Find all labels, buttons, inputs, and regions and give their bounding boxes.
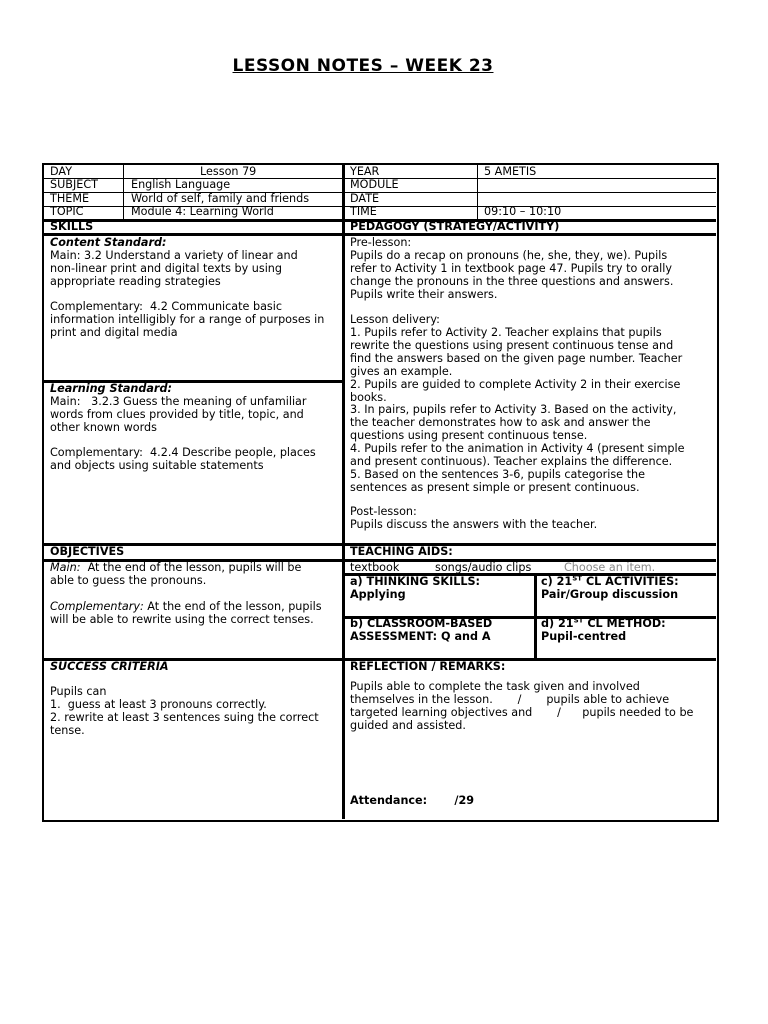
reflection-header: REFLECTION / REMARKS:: [350, 660, 506, 673]
choose-item-dropdown[interactable]: Choose an item.: [564, 561, 656, 574]
cl-method-value: Pupil-centred: [541, 630, 627, 643]
cl-method-label-sup: ST: [573, 616, 584, 625]
thinking-skills-label: a) THINKING SKILLS:: [350, 575, 481, 588]
cl-activities-label-pre: c) 21: [541, 575, 573, 588]
day-label: DAY: [50, 165, 73, 178]
thinking-skills-value: Applying: [350, 588, 406, 601]
assessment-value: ASSESSMENT: Q and A: [350, 630, 491, 643]
assessment-label: b) CLASSROOM-BASED: [350, 617, 493, 630]
cl-method-label: [541, 618, 666, 631]
cl-activities-label-sup: ST: [572, 574, 583, 583]
cl-activities-label-post: CL ACTIVITIES:: [582, 575, 679, 588]
objective-complementary-label: Complementary:: [50, 600, 144, 613]
success-criteria-header: SUCCESS CRITERIA: [50, 660, 169, 673]
post-lesson-text: Pupils discuss the answers with the teacher.: [350, 518, 598, 531]
lesson-delivery-text: 1. Pupils refer to Activity 2. Teacher explains that pupils rewrite the questions using present continuous tense and find the answers based on the given page number. Teacher gives an example. 2. Pupils are guided to complete Activity 2 in their exercise books. 3. In pairs, pupils refer to Activity 3. Based on the activity, the teacher demonstrates how to ask and answer the questions using present continuous tense. 4. Pupils refer to the animation in Activity 4 (present simple and present continuous). Teacher explains the difference. 5. Based on the sentences 3-6, pupils categorise the sentences as present simple or present continuous.: [350, 326, 685, 494]
module-label: MODULE: [350, 178, 399, 191]
content-standard-title: Content Standard:: [50, 236, 167, 249]
cl-method-label-post: CL METHOD:: [583, 617, 666, 630]
objective-complementary-text: At the end of the lesson, pupils will be able to rewrite using the correct tenses.: [50, 600, 322, 626]
objective-main: [50, 562, 340, 588]
time-label: TIME: [350, 205, 377, 218]
objectives-header: OBJECTIVES: [50, 545, 125, 558]
year-label: YEAR: [350, 165, 380, 178]
teaching-aid-songs: songs/audio clips: [435, 561, 532, 574]
topic-label: TOPIC: [50, 205, 84, 218]
attendance: Attendance: /29: [350, 794, 475, 807]
divider: [342, 165, 345, 819]
cl-activities-label: [541, 576, 679, 589]
topic-value: Module 4: Learning World: [131, 205, 274, 218]
year-value: 5 AMETIS: [484, 165, 537, 178]
cl-method-label-pre: d) 21: [541, 617, 574, 630]
subject-value: English Language: [131, 178, 231, 191]
success-intro: Pupils can: [50, 685, 107, 698]
content-standard-main: Main: 3.2 Understand a variety of linear and non-linear print and digital texts by using appropriate reading strategies: [50, 249, 298, 288]
teaching-aid-textbook: textbook: [350, 561, 400, 574]
objective-complementary: [50, 601, 340, 627]
post-lesson-label: Post-lesson:: [350, 505, 417, 518]
cl-activities-value: Pair/Group discussion: [541, 588, 679, 601]
learning-standard-title: Learning Standard:: [50, 382, 172, 395]
time-value: 09:10 – 10:10: [484, 205, 562, 218]
theme-label: THEME: [50, 192, 90, 205]
day-value: Lesson 79: [200, 165, 257, 178]
pre-lesson-text: Pupils do a recap on pronouns (he, she, they, we). Pupils refer to Activity 1 in textbook page 47. Pupils try to orally change the pronouns in the three questions and answers. Pupils write their answers.: [350, 249, 674, 301]
subject-label: SUBJECT: [50, 178, 98, 191]
objective-main-label: Main:: [50, 561, 81, 574]
skills-header: SKILLS: [50, 220, 94, 233]
teaching-aids-header: TEACHING AIDS:: [350, 545, 453, 558]
objective-main-text: At the end of the lesson, pupils will be able to guess the pronouns.: [50, 561, 302, 587]
pre-lesson-label: Pre-lesson:: [350, 236, 412, 249]
success-items: 1. guess at least 3 pronouns correctly. 2. rewrite at least 3 sentences suing the correct tense.: [50, 698, 319, 737]
theme-value: World of self, family and friends: [131, 192, 310, 205]
learning-standard-complementary: Complementary: 4.2.4 Describe people, places and objects using suitable statements: [50, 446, 316, 472]
document-title: LESSON NOTES – WEEK 23: [232, 56, 494, 76]
lesson-delivery-label: Lesson delivery:: [350, 313, 440, 326]
date-label: DATE: [350, 192, 380, 205]
pedagogy-header: PEDAGOGY (STRATEGY/ACTIVITY): [350, 220, 560, 233]
lesson-table: [42, 163, 719, 822]
content-standard-complementary: Complementary: 4.2 Communicate basic information intelligibly for a range of purposes in print and digital media: [50, 300, 325, 339]
learning-standard-main: Main: 3.2.3 Guess the meaning of unfamiliar words from clues provided by title, topic, and other known words: [50, 395, 307, 434]
reflection-text: Pupils able to complete the task given and involved themselves in the lesson. / pupils able to achieve targeted learning objectives and / pupils needed to be guided and assisted.: [350, 680, 694, 732]
